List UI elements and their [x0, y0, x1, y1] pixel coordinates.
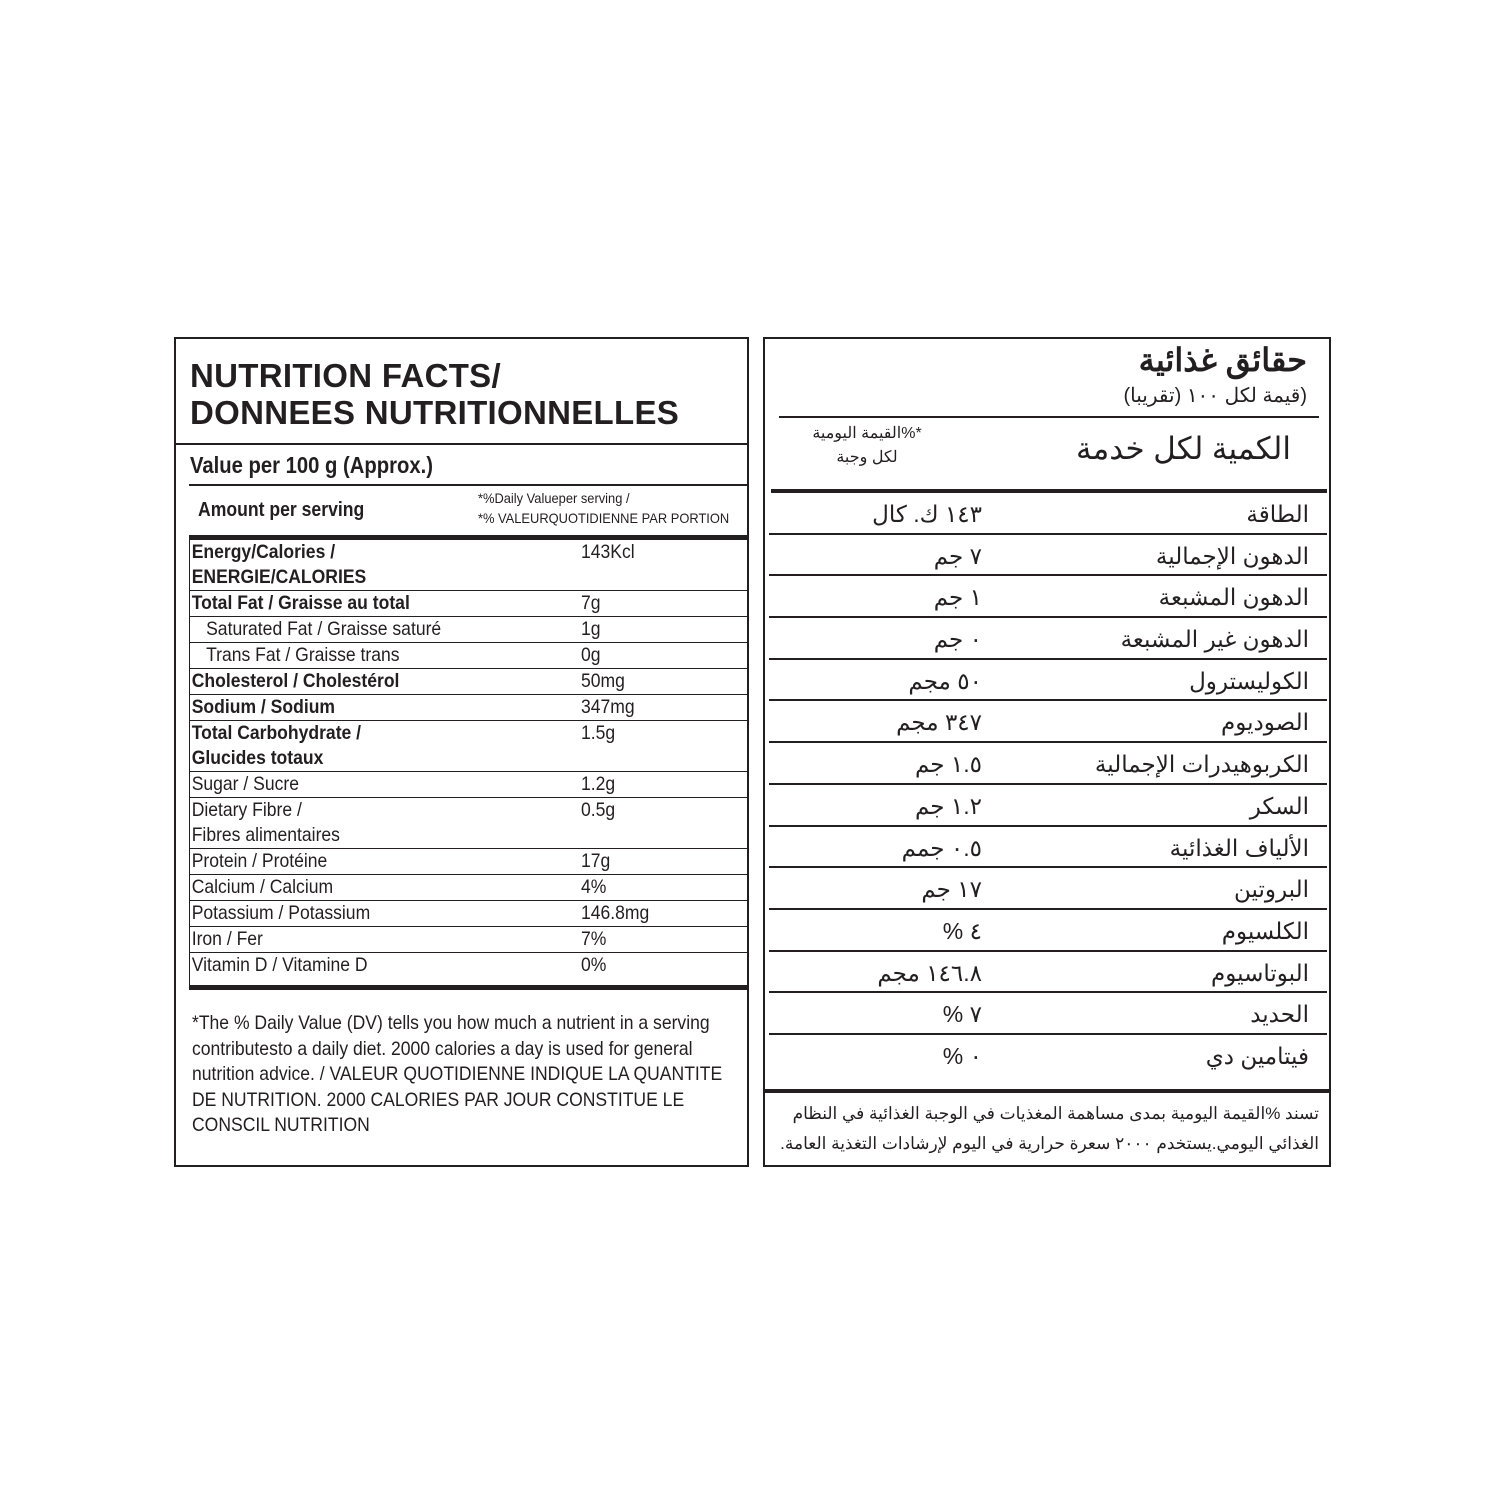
nutrient-row [769, 785, 1327, 827]
arabic-dv-header-line-1: *%القيمة اليومية [812, 425, 922, 442]
thick-divider [765, 1089, 1329, 1093]
nutrient-name: البروتين [1234, 876, 1309, 903]
nutrient-value: ١.٢ جم [914, 792, 982, 819]
nutrient-value: ٠ جم [933, 626, 982, 653]
nutrient-value: 146.8mg [581, 902, 650, 924]
nutrient-row [189, 721, 749, 772]
nutrient-value: 1.5g [581, 722, 616, 744]
nutrient-value: 7% [581, 928, 607, 950]
nutrient-value: 0.5g [581, 799, 616, 821]
nutrient-value: ٥٠ مجم [908, 667, 982, 694]
nutrient-value: ١٤٣ ك. كال [872, 501, 982, 527]
nutrient-row [189, 901, 749, 927]
nutrient-row [769, 952, 1327, 994]
nutrient-row [189, 953, 749, 978]
nutrient-name: Potassium / Potassium [191, 902, 371, 924]
arabic-amount-per-serving: الكمية لكل خدمة [1075, 431, 1291, 466]
english-subtitle: Value per 100 g (Approx.) [190, 452, 433, 478]
nutrient-row [189, 669, 749, 695]
english-nutrient-table [189, 540, 749, 978]
nutrient-name: Total Carbohydrate / Glucides totaux [191, 722, 362, 769]
nutrient-name: الكربوهيدرات الإجمالية [1094, 751, 1309, 778]
nutrient-name: Iron / Fer [191, 928, 263, 950]
english-daily-value-header [478, 488, 729, 528]
nutrient-value: 143Kcl [581, 541, 635, 563]
nutrient-row [189, 540, 749, 591]
nutrient-name: Trans Fat / Graisse trans [206, 644, 400, 666]
english-title-line-2: DONNEES NUTRITIONNELLES [190, 394, 680, 431]
english-footnote: *The % Daily Value (DV) tells you how much a nutrient in a serving contributesto a daily diet. 2000 calories a day is used for general nutrition advice. / VALEUR QUOTIDIENNE INDIQUE LA QUANTITE DE NUTRITION. 2000 CALORIES PAR JOUR CONSTITUE LE CONSCIL NUTRITION [192, 1012, 723, 1136]
nutrient-row [769, 743, 1327, 785]
nutrient-row [769, 535, 1327, 577]
english-nutrition-panel [174, 337, 749, 1167]
divider [189, 484, 747, 486]
nutrient-name: Sugar / Sucre [191, 773, 300, 795]
nutrient-value: 1g [581, 618, 601, 640]
nutrient-value: 0% [581, 954, 607, 976]
nutrient-name: السكر [1249, 792, 1309, 819]
nutrient-name: الصوديوم [1221, 709, 1309, 736]
nutrient-value: 1.2g [581, 773, 616, 795]
nutrient-row [189, 591, 749, 617]
nutrient-name: الكلسيوم [1221, 917, 1309, 944]
thick-divider [189, 985, 747, 990]
arabic-nutrient-table [769, 493, 1327, 1077]
nutrient-row [769, 701, 1327, 743]
nutrient-row [769, 910, 1327, 952]
nutrient-name: Protein / Protéine [191, 850, 328, 872]
nutrient-name: الحديد [1250, 1001, 1309, 1028]
arabic-daily-value-header [797, 422, 937, 470]
nutrient-name: Energy/Calories / ENERGIE/CALORIES [191, 541, 367, 588]
nutrient-name: Calcium / Calcium [191, 876, 334, 898]
nutrient-value: ١٤٦.٨ مجم [877, 959, 982, 986]
nutrient-row [189, 798, 749, 849]
nutrient-name: Dietary Fibre / Fibres alimentaires [191, 799, 340, 846]
nutrient-value: ١ جم [933, 584, 982, 611]
nutrient-row [769, 660, 1327, 702]
nutrient-value: ٧ % [942, 1001, 982, 1028]
english-title [190, 357, 679, 431]
nutrient-value: 0g [581, 644, 601, 666]
nutrient-row [189, 875, 749, 901]
arabic-subtitle: (قيمة لكل ١٠٠ (تقريبا) [1123, 385, 1307, 407]
arabic-title: حقائق غذائية [1138, 342, 1307, 378]
nutrient-value: 50mg [581, 670, 625, 692]
arabic-dv-header-line-2: لكل وجبة [836, 449, 898, 466]
nutrient-row [769, 618, 1327, 660]
nutrient-value: 4% [581, 876, 607, 898]
english-dv-header-line-1: *%Daily Valueper serving / [478, 490, 630, 506]
nutrient-row [189, 927, 749, 953]
nutrient-row [189, 849, 749, 875]
nutrient-value: ٤ % [942, 917, 982, 944]
nutrient-row [769, 1035, 1327, 1077]
nutrient-name: الطاقة [1246, 501, 1309, 527]
nutrient-value: ٠.٥ جمم [901, 834, 982, 861]
nutrient-name: Vitamin D / Vitamine D [191, 954, 368, 976]
nutrient-value: 17g [581, 850, 611, 872]
nutrient-row [189, 643, 749, 669]
nutrient-row [769, 493, 1327, 535]
nutrient-row [769, 827, 1327, 869]
nutrient-name: Saturated Fat / Graisse saturé [206, 618, 442, 640]
nutrient-name: Sodium / Sodium [191, 696, 336, 718]
nutrient-row [189, 772, 749, 798]
nutrient-row [769, 868, 1327, 910]
nutrient-value: ٧ جم [933, 542, 982, 569]
nutrient-value: 7g [581, 592, 601, 614]
nutrient-row [769, 993, 1327, 1035]
english-dv-header-line-2: *% VALEURQUOTIDIENNE PAR PORTION [478, 510, 730, 526]
nutrient-value: 347mg [581, 696, 635, 718]
nutrient-name: الكوليسترول [1189, 667, 1309, 694]
arabic-footnote: تسند %القيمة اليومية بمدى مساهمة المغذيات في الوجبة الغذائية في النظام الغذائي اليومي.يستخدم ٢٠٠٠ سعرة حرارية في اليوم لإرشادات التغذية العامة. [780, 1104, 1319, 1153]
nutrient-name: البوتاسيوم [1211, 959, 1309, 986]
nutrient-row [189, 695, 749, 721]
nutrient-name: الألياف الغذائية [1169, 834, 1309, 861]
nutrient-name: الدهون غير المشبعة [1120, 626, 1309, 653]
nutrient-name: Total Fat / Graisse au total [191, 592, 410, 614]
nutrient-value: ٠ % [942, 1042, 982, 1069]
divider [779, 416, 1319, 418]
nutrient-row [769, 576, 1327, 618]
nutrient-row [189, 617, 749, 643]
nutrient-name: الدهون المشبعة [1158, 584, 1309, 611]
nutrient-name: الدهون الإجمالية [1155, 542, 1309, 569]
nutrient-name: Cholesterol / Cholestérol [191, 670, 400, 692]
arabic-nutrition-panel [763, 337, 1331, 1167]
english-amount-per-serving: Amount per serving [198, 499, 365, 521]
nutrient-name: فيتامين دي [1205, 1042, 1309, 1069]
nutrient-value: ١٧ جم [921, 876, 982, 903]
nutrient-value: ١.٥ جم [914, 751, 982, 778]
nutrient-value: ٣٤٧ مجم [896, 709, 982, 736]
english-title-line-1: NUTRITION FACTS/ [190, 357, 501, 394]
divider [176, 443, 747, 445]
